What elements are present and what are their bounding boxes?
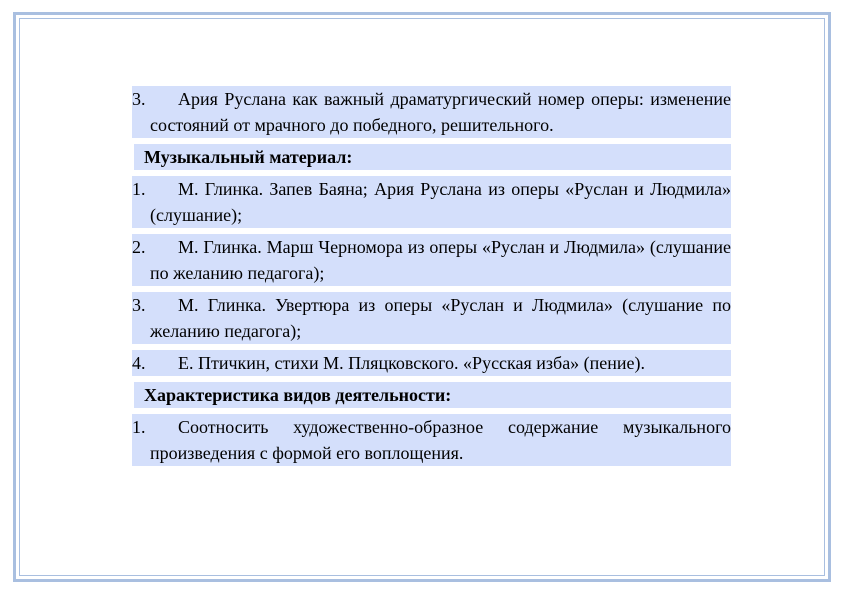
list-item-text: М. Глинка. Марш Черномора из оперы «Руслан и Людмила» (слушание по желанию педагога); [150, 237, 731, 283]
section-heading-wrap [132, 138, 731, 176]
list-item-number: 1. [132, 179, 146, 199]
list-item-number: 1. [132, 417, 146, 437]
list-item [132, 350, 731, 376]
section-heading-material: Музыкальный материал: [132, 144, 731, 170]
list-item [132, 176, 731, 228]
list-item-number: 4. [132, 353, 146, 373]
section-heading-activities: Характеристика видов деятельности: [132, 382, 731, 408]
list-item-text: Е. Птичкин, стихи М. Пляцковского. «Русская изба» (пение). [178, 353, 646, 373]
list-item [132, 86, 731, 138]
list-item-text: М. Глинка. Увертюра из оперы «Руслан и Людмила» (слушание по желанию педагога); [150, 295, 731, 341]
list-item [132, 234, 731, 286]
list-item-text: Ария Руслана как важный драматургический номер оперы: изменение состояний от мрачного до победного, решительного. [150, 89, 731, 135]
section-heading-wrap [132, 376, 731, 414]
list-item-text: Соотносить художественно-образное содержание музыкального произведения с формой его воплощения. [150, 417, 731, 463]
list-item [132, 414, 731, 466]
list-item [132, 292, 731, 344]
list-item-number: 3. [132, 295, 146, 315]
list-item-text: М. Глинка. Запев Баяна; Ария Руслана из оперы «Руслан и Людмила» (слушание); [150, 179, 731, 225]
list-item-number: 2. [132, 237, 146, 257]
list-item-number: 3. [132, 89, 146, 109]
slide-content [132, 86, 731, 466]
